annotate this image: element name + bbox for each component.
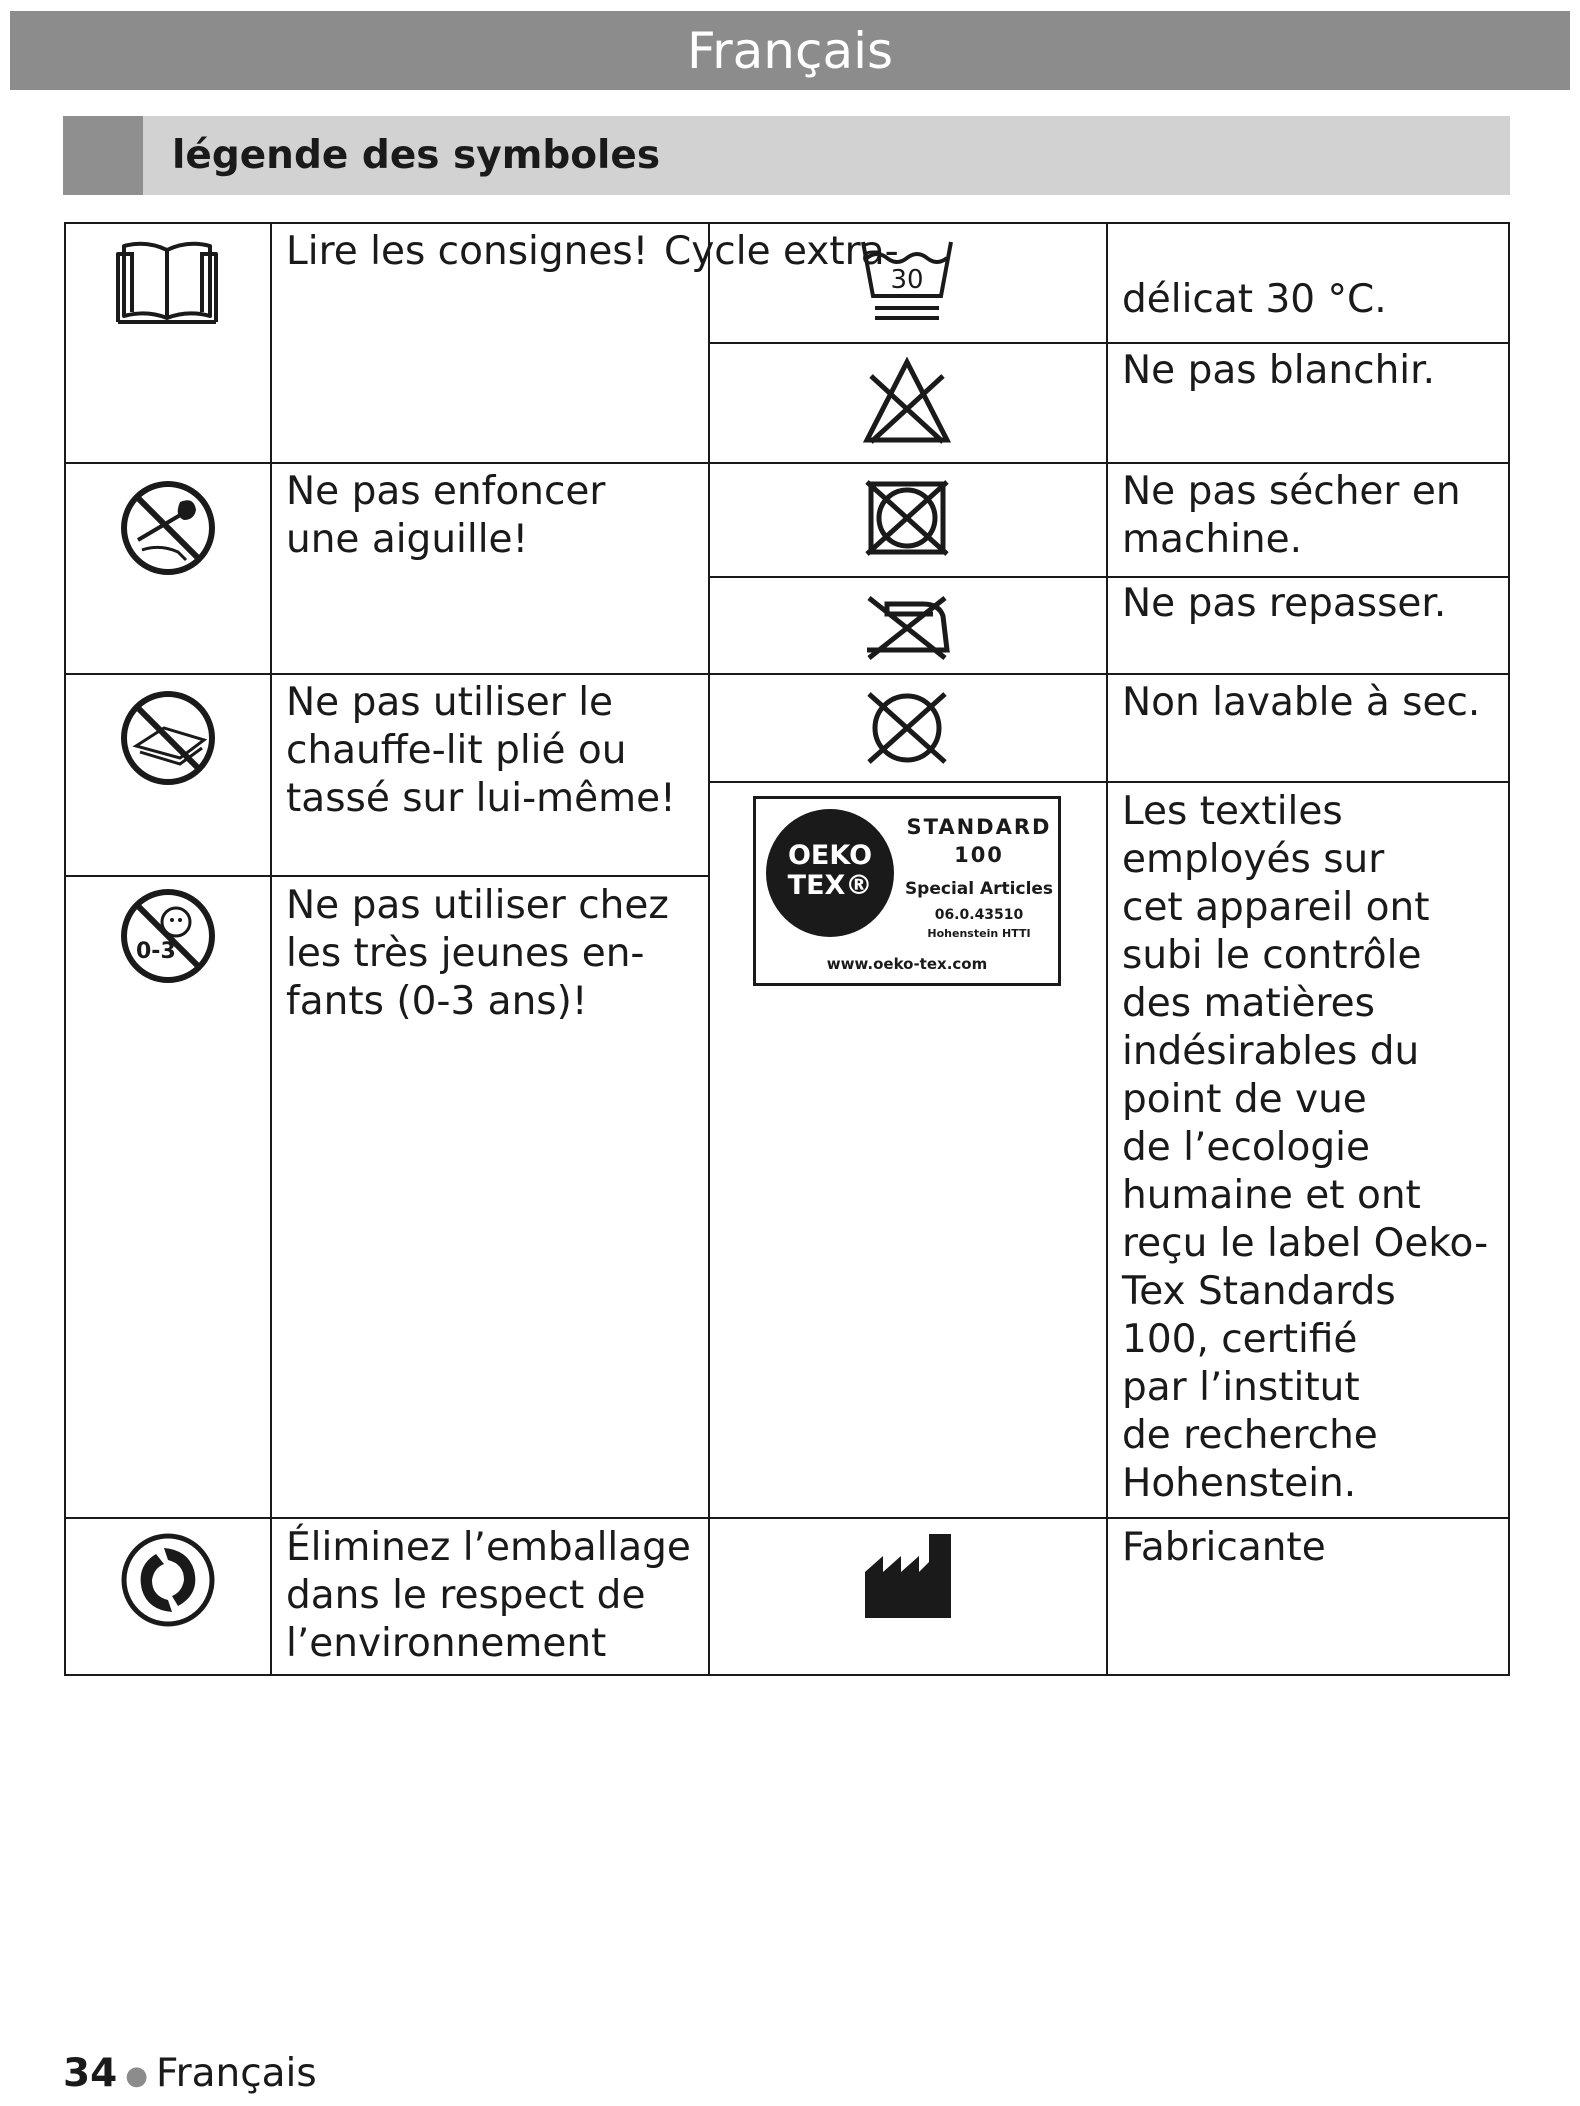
no-fold-text-line1: Ne pas utiliser le (286, 680, 614, 725)
oeko-text-line3: cet appareil ont (1122, 885, 1430, 930)
oeko-text-line12: 100, certifié (1122, 1317, 1358, 1362)
page-footer (63, 2050, 317, 2100)
oeko-standard: STANDARD (906, 815, 1052, 839)
footer-language: Français (155, 2051, 317, 2096)
book-icon (114, 238, 220, 328)
no-iron-text: Ne pas repasser. (1122, 581, 1447, 626)
oeko-text-line7: point de vue (1122, 1077, 1367, 1122)
oeko-text-line8: de l’ecologie (1122, 1125, 1370, 1170)
manufacturer-icon (863, 1532, 953, 1618)
read-instructions-text: Lire les consignes! (286, 229, 649, 274)
no-bleach-icon (861, 356, 953, 446)
oeko-brand-line1: OEKO (787, 840, 873, 871)
section-header (63, 116, 1510, 195)
no-dry-clean-text: Non lavable à sec. (1122, 680, 1481, 725)
no-needle-icon (120, 480, 216, 576)
oeko-tex-label (753, 796, 1061, 986)
section-title: légende des symboles (172, 133, 661, 178)
no-needle-text-line1: Ne pas enfoncer (286, 469, 606, 514)
oeko-text-line4: subi le contrôle (1122, 933, 1422, 978)
oeko-text-line13: par l’institut (1122, 1365, 1360, 1410)
no-children-text-line3: fants (0-3 ans)! (286, 979, 588, 1024)
wash-prefix-text: Cycle extra- (664, 229, 899, 274)
oeko-number: 100 (954, 843, 1004, 867)
no-fold-text-line3: tassé sur lui-même! (286, 776, 676, 821)
no-fold-text-line2: chauffe-lit plié ou (286, 728, 627, 773)
recycle-text-line1: Éliminez l’emballage (286, 1525, 691, 1570)
oeko-text-line5: des matières (1122, 981, 1375, 1026)
no-bleach-text: Ne pas blanchir. (1122, 348, 1435, 393)
no-fold-icon (120, 690, 216, 786)
oeko-text-line6: indésirables du (1122, 1029, 1420, 1074)
manufacturer-text: Fabricante (1122, 1525, 1326, 1570)
oeko-text-line11: Tex Standards (1122, 1269, 1396, 1314)
recycle-text-line2: dans le respect de (286, 1573, 646, 1618)
no-tumble-dry-text-line1: Ne pas sécher en (1122, 469, 1461, 514)
recycle-text-line3: l’environnement (286, 1621, 607, 1666)
symbol-legend-table (64, 222, 1510, 1676)
language-title: Français (686, 21, 894, 80)
oeko-text-line15: Hohenstein. (1122, 1461, 1357, 1506)
oeko-text-line9: humaine et ont (1122, 1173, 1421, 1218)
oeko-text-line10: reçu le label Oeko- (1122, 1221, 1489, 1266)
language-header (10, 11, 1570, 90)
oeko-certificate: 06.0.43510 (934, 907, 1024, 923)
recycle-icon (120, 1532, 216, 1628)
oeko-category: Special Articles (904, 879, 1054, 899)
oeko-text-line2: employés sur (1122, 837, 1385, 882)
no-children-icon (120, 888, 216, 984)
wash-temp-label: 30 (890, 265, 924, 295)
no-children-text-line1: Ne pas utiliser chez (286, 883, 669, 928)
footer-separator: ● (125, 2060, 148, 2091)
oeko-institute: Hohenstein HTTI (927, 927, 1031, 940)
no-needle-text-line2: une aiguille! (286, 517, 529, 562)
oeko-url: www.oeko-tex.com (826, 955, 988, 973)
section-accent (63, 116, 143, 195)
page-number: 34 (63, 2051, 118, 2096)
no-children-text-line2: les très jeunes en- (286, 931, 645, 976)
oeko-brand-line2: TEX® (787, 870, 873, 901)
no-iron-icon (863, 592, 951, 662)
no-children-icon-label: 0-3 (136, 939, 176, 964)
oeko-text-line14: de recherche (1122, 1413, 1378, 1458)
no-tumble-dry-text-line2: machine. (1122, 517, 1302, 562)
oeko-text-line1: Les textiles (1122, 789, 1343, 834)
wash-text: délicat 30 °C. (1122, 277, 1387, 322)
no-dry-clean-icon (863, 688, 951, 768)
no-tumble-dry-icon (863, 478, 951, 558)
